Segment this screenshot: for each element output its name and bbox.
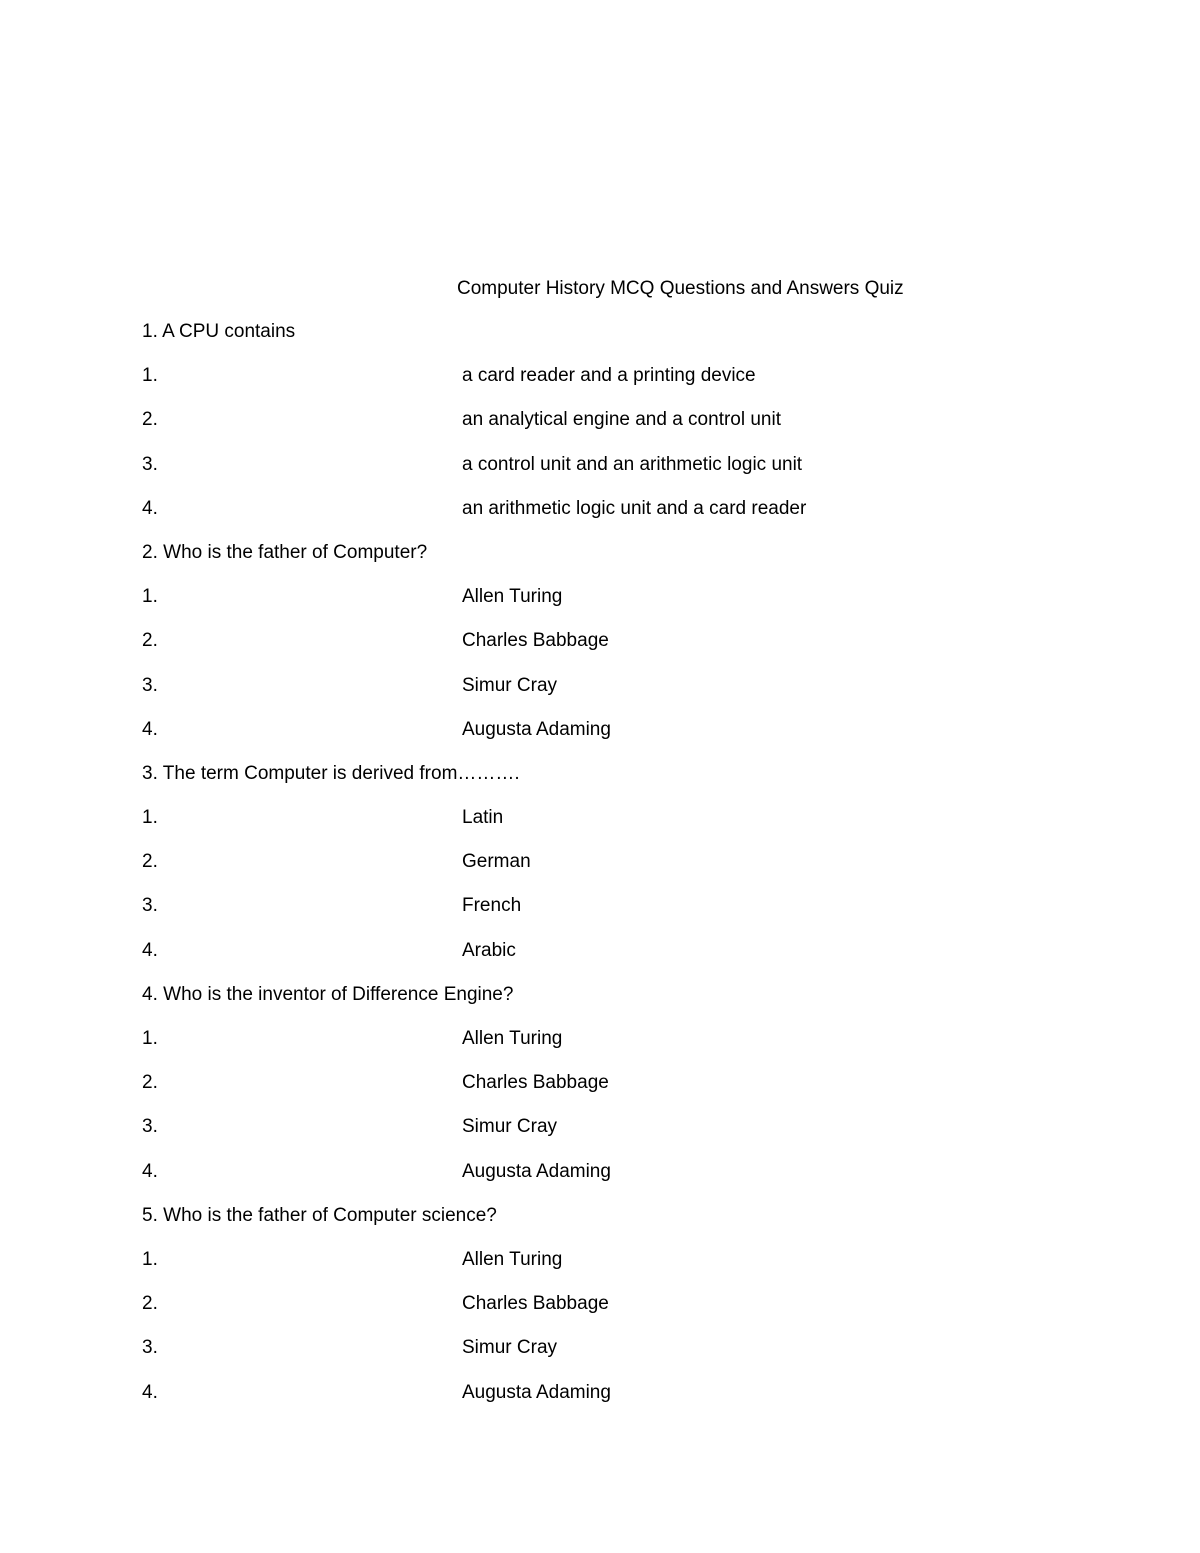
option-number: 3. <box>142 674 158 696</box>
option-number: 4. <box>142 497 158 519</box>
option-text: Latin <box>462 807 504 829</box>
question-number: 2. <box>142 541 158 563</box>
question-text: Who is the father of Computer? <box>163 541 428 563</box>
question-text: Who is the father of Computer science? <box>163 1204 497 1226</box>
option-number: 2. <box>142 851 158 873</box>
option-text: French <box>462 895 522 917</box>
question-1 <box>142 320 1042 364</box>
option-text: Charles Babbage <box>462 1072 609 1094</box>
option-number: 1. <box>142 586 158 608</box>
option-text: Allen Turing <box>462 586 563 608</box>
option-row <box>142 718 1042 762</box>
question-text: The term Computer is derived from………. <box>162 762 520 784</box>
option-row <box>142 894 1042 938</box>
option-text: Augusta Adaming <box>462 1381 611 1403</box>
option-number: 2. <box>142 1072 158 1094</box>
option-number: 4. <box>142 1160 158 1182</box>
question-text: A CPU contains <box>162 321 296 342</box>
option-text: a card reader and a printing device <box>462 365 756 387</box>
option-row <box>142 1381 1042 1425</box>
option-number: 1. <box>142 807 158 829</box>
quiz-content <box>142 320 1042 1425</box>
option-number: 2. <box>142 630 158 652</box>
option-text: Simur Cray <box>462 1337 558 1359</box>
option-row <box>142 939 1042 983</box>
option-number: 3. <box>142 453 158 475</box>
option-row <box>142 1115 1042 1159</box>
option-text: a control unit and an arithmetic logic unit <box>462 453 803 475</box>
option-row <box>142 850 1042 894</box>
option-row <box>142 408 1042 452</box>
question-3 <box>142 762 1042 806</box>
question-5 <box>142 1204 1042 1248</box>
option-number: 1. <box>142 1248 158 1270</box>
option-number: 4. <box>142 1381 158 1403</box>
option-number: 3. <box>142 1116 158 1138</box>
option-text: Augusta Adaming <box>462 718 611 740</box>
document-title: Computer History MCQ Questions and Answers Quiz <box>457 278 904 299</box>
option-text: Allen Turing <box>462 1028 563 1049</box>
option-row <box>142 1160 1042 1204</box>
question-number: 5. <box>142 1204 158 1226</box>
option-row <box>142 453 1042 497</box>
option-number: 2. <box>142 409 158 431</box>
option-number: 2. <box>142 1293 158 1315</box>
option-row <box>142 1336 1042 1380</box>
option-text: Charles Babbage <box>462 1293 609 1315</box>
option-text: Arabic <box>462 939 516 961</box>
question-4 <box>142 983 1042 1027</box>
option-number: 3. <box>142 895 158 917</box>
option-text: German <box>462 851 531 873</box>
option-number: 3. <box>142 1337 158 1359</box>
option-text: an analytical engine and a control unit <box>462 409 782 431</box>
option-row <box>142 497 1042 541</box>
option-text: Simur Cray <box>462 674 558 696</box>
question-2 <box>142 541 1042 585</box>
option-row <box>142 1027 1042 1071</box>
option-number: 4. <box>142 718 158 740</box>
option-number: 1. <box>142 1028 158 1049</box>
question-text: Who is the inventor of Difference Engine? <box>163 983 514 1005</box>
question-number: 4. <box>142 983 158 1005</box>
option-row <box>142 364 1042 408</box>
option-text: Allen Turing <box>462 1248 563 1270</box>
option-row <box>142 629 1042 673</box>
option-row <box>142 674 1042 718</box>
question-number: 3. <box>142 762 158 784</box>
option-text: an arithmetic logic unit and a card reader <box>462 497 807 519</box>
option-text: Augusta Adaming <box>462 1160 611 1182</box>
option-number: 4. <box>142 939 158 961</box>
option-text: Simur Cray <box>462 1116 558 1138</box>
option-row <box>142 1248 1042 1292</box>
option-text: Charles Babbage <box>462 630 609 652</box>
option-row <box>142 1292 1042 1336</box>
question-number: 1. <box>142 321 158 342</box>
option-number: 1. <box>142 365 158 387</box>
option-row <box>142 806 1042 850</box>
option-row <box>142 585 1042 629</box>
option-row <box>142 1071 1042 1115</box>
